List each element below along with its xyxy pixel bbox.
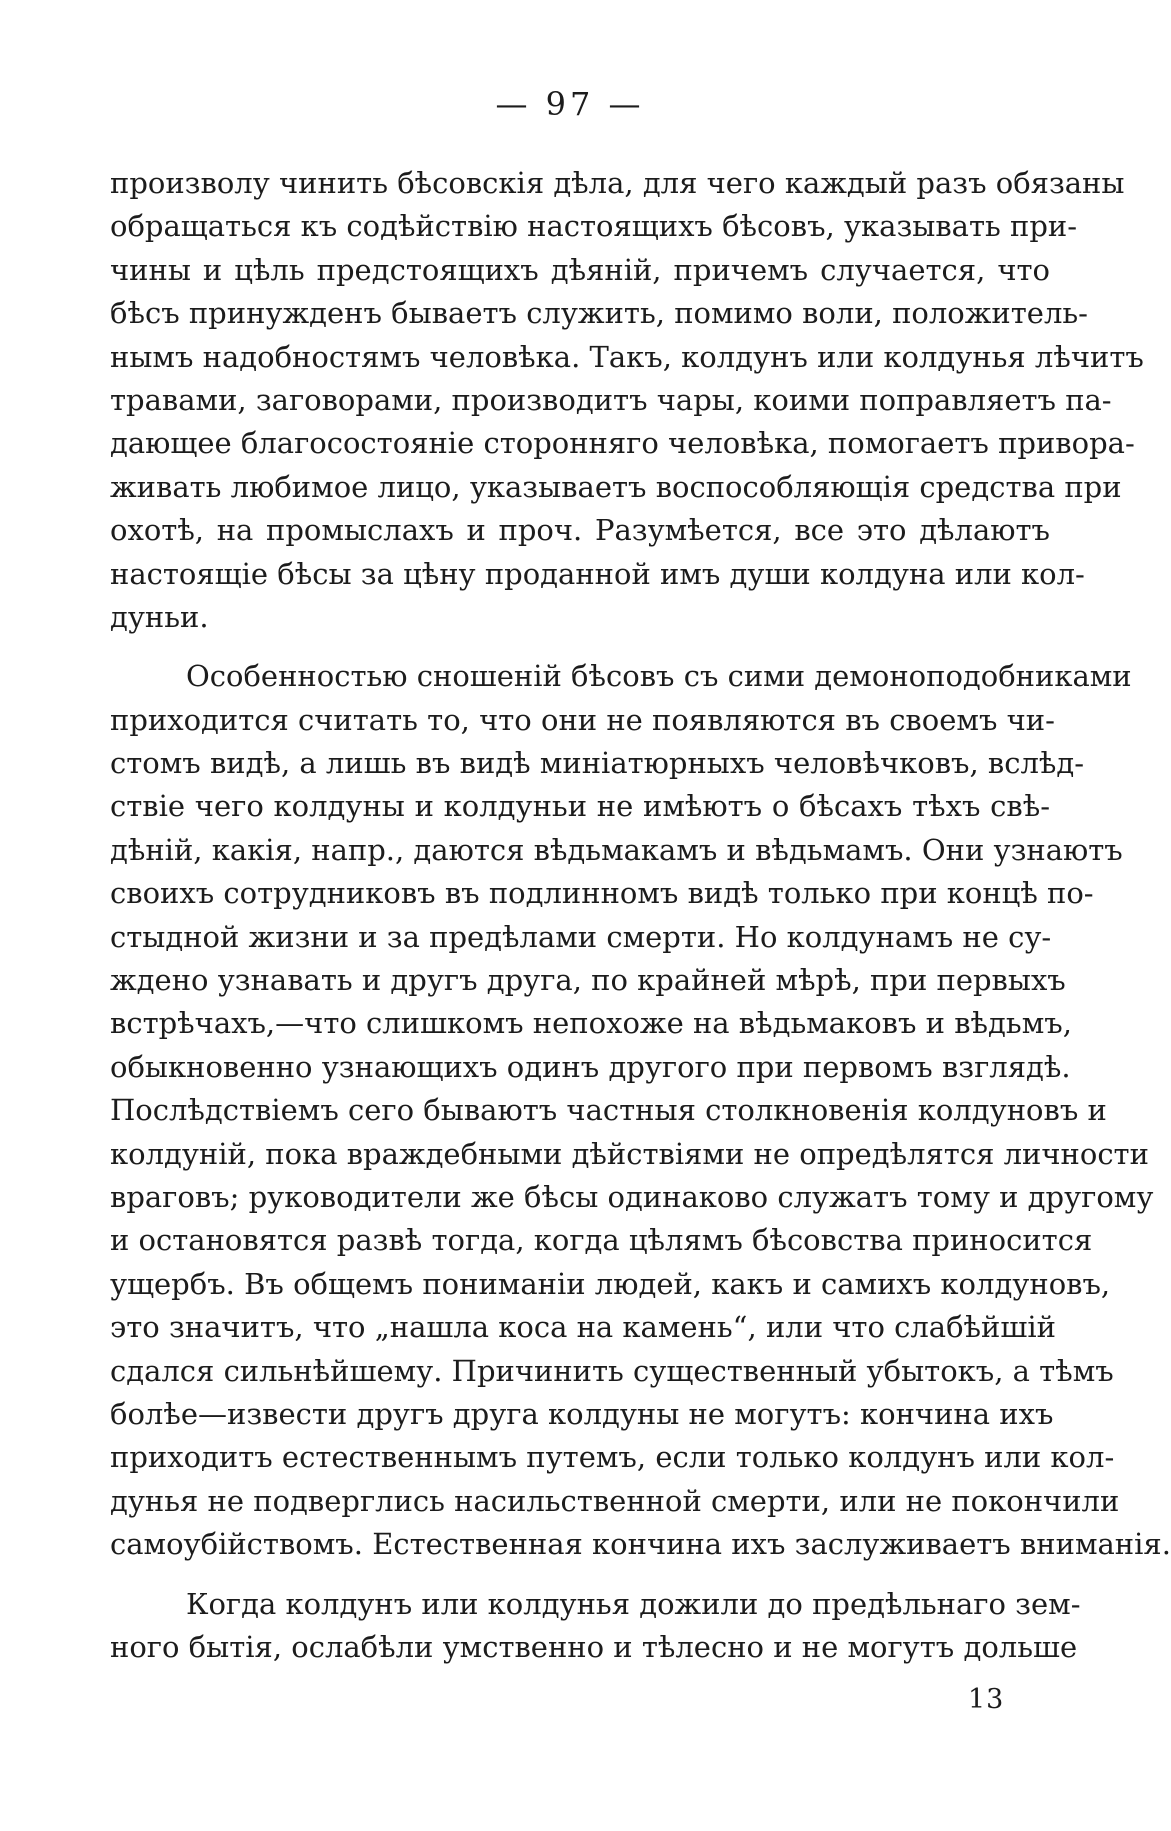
text-line: ущербъ. Въ общемъ пониманіи людей, какъ и самихъ колдуновъ,: [110, 1266, 1111, 1301]
text-line: произволу чинить бѣсовскія дѣла, для чего каждый разъ обязаны: [110, 166, 1125, 200]
text-line: настоящіе бѣсы за цѣну проданной имъ души колдуна или кол-: [110, 556, 1085, 591]
text-line: бѣсъ принужденъ бываетъ служить, помимо воли, положитель-: [110, 296, 1088, 331]
text-line: самоубійствомъ. Естественная кончина ихъ заслуживаетъ вниманія.: [110, 1527, 1171, 1562]
text-line: встрѣчахъ,—что слишкомъ непохоже на вѣдьмаковъ и вѣдьмъ,: [110, 1006, 1072, 1041]
text-line: стомъ видѣ, а лишь въ видѣ миніатюрныхъ человѣчковъ, вслѣд-: [110, 746, 1085, 781]
text-line: дуньи.: [110, 599, 209, 634]
text-line: обращаться къ содѣйствію настоящихъ бѣсовъ, указывать при-: [110, 209, 1078, 244]
text-line: приходится считать то, что они не появляются въ своемъ чи-: [110, 702, 1055, 737]
text-line: враговъ; руководители же бѣсы одинаково служатъ тому и другому: [110, 1179, 1154, 1214]
body-text: [110, 162, 1171, 1669]
paragraph: [110, 655, 1171, 1566]
printer-signature: 13: [968, 1684, 1005, 1715]
text-line: охотѣ, на промыслахъ и проч. Разумѣется, все это дѣлаютъ: [110, 513, 1050, 548]
paragraph: [110, 1583, 1081, 1670]
text-line: сдался сильнѣйшему. Причинить существенный убытокъ, а тѣмъ: [110, 1353, 1114, 1388]
text-line: ждено узнавать и другъ друга, по крайней мѣрѣ, при первыхъ: [110, 963, 1066, 998]
text-line: стыдной жизни и за предѣлами смерти. Но колдунамъ не су-: [110, 919, 1052, 954]
text-line: чины и цѣль предстоящихъ дѣяній, причемъ случается, что: [110, 252, 1050, 287]
text-line: и остановятся развѣ тогда, когда цѣлямъ бѣсовства приносится: [110, 1223, 1093, 1258]
text-line: дунья не подверглись насильственной смерти, или не покончили: [110, 1483, 1120, 1518]
text-line: ного бытія, ослабѣли умственно и тѣлесно и не могутъ дольше: [110, 1629, 1078, 1664]
text-line: травами, заговорами, производитъ чары, коими поправляетъ па-: [110, 382, 1112, 417]
text-line: своихъ сотрудниковъ въ подлинномъ видѣ только при концѣ по-: [110, 876, 1094, 911]
paragraph: [110, 162, 1144, 639]
page-number: — 97 —: [495, 85, 645, 123]
paragraph-gap: [110, 1567, 1050, 1583]
text-line: нымъ надобностямъ человѣка. Такъ, колдунъ или колдунья лѣчитъ: [110, 339, 1144, 374]
text-line: это значитъ, что „нашла коса на камень“, или что слабѣйшій: [110, 1310, 1056, 1345]
text-line: дѣній, какія, напр., даются вѣдьмакамъ и вѣдьмамъ. Они узнаютъ: [110, 832, 1123, 867]
text-line: приходитъ естественнымъ путемъ, если только колдунъ или кол-: [110, 1440, 1115, 1475]
text-line: ствіе чего колдуны и колдуньи не имѣютъ о бѣсахъ тѣхъ свѣ-: [110, 789, 1050, 824]
text-line: Послѣдствіемъ сего бываютъ частныя столкновенія колдуновъ и: [110, 1093, 1107, 1128]
text-line: Когда колдунъ или колдунья дожили до предѣльнаго зем-: [186, 1586, 1081, 1621]
text-line: Особенностью сношеній бѣсовъ съ сими демоноподобниками: [186, 659, 1132, 694]
text-line: болѣе—извести другъ друга колдуны не могутъ: кончина ихъ: [110, 1396, 1054, 1431]
text-line: обыкновенно узнающихъ одинъ другого при первомъ взглядѣ.: [110, 1049, 1071, 1084]
text-line: живать любимое лицо, указываетъ воспособляющія средства при: [110, 469, 1122, 504]
paragraph-gap: [110, 639, 1050, 655]
text-line: колдуній, пока враждебными дѣйствіями не опредѣлятся личности: [110, 1136, 1149, 1171]
text-line: дающее благосостояніе сторонняго человѣка, помогаетъ приворa-: [110, 426, 1135, 461]
